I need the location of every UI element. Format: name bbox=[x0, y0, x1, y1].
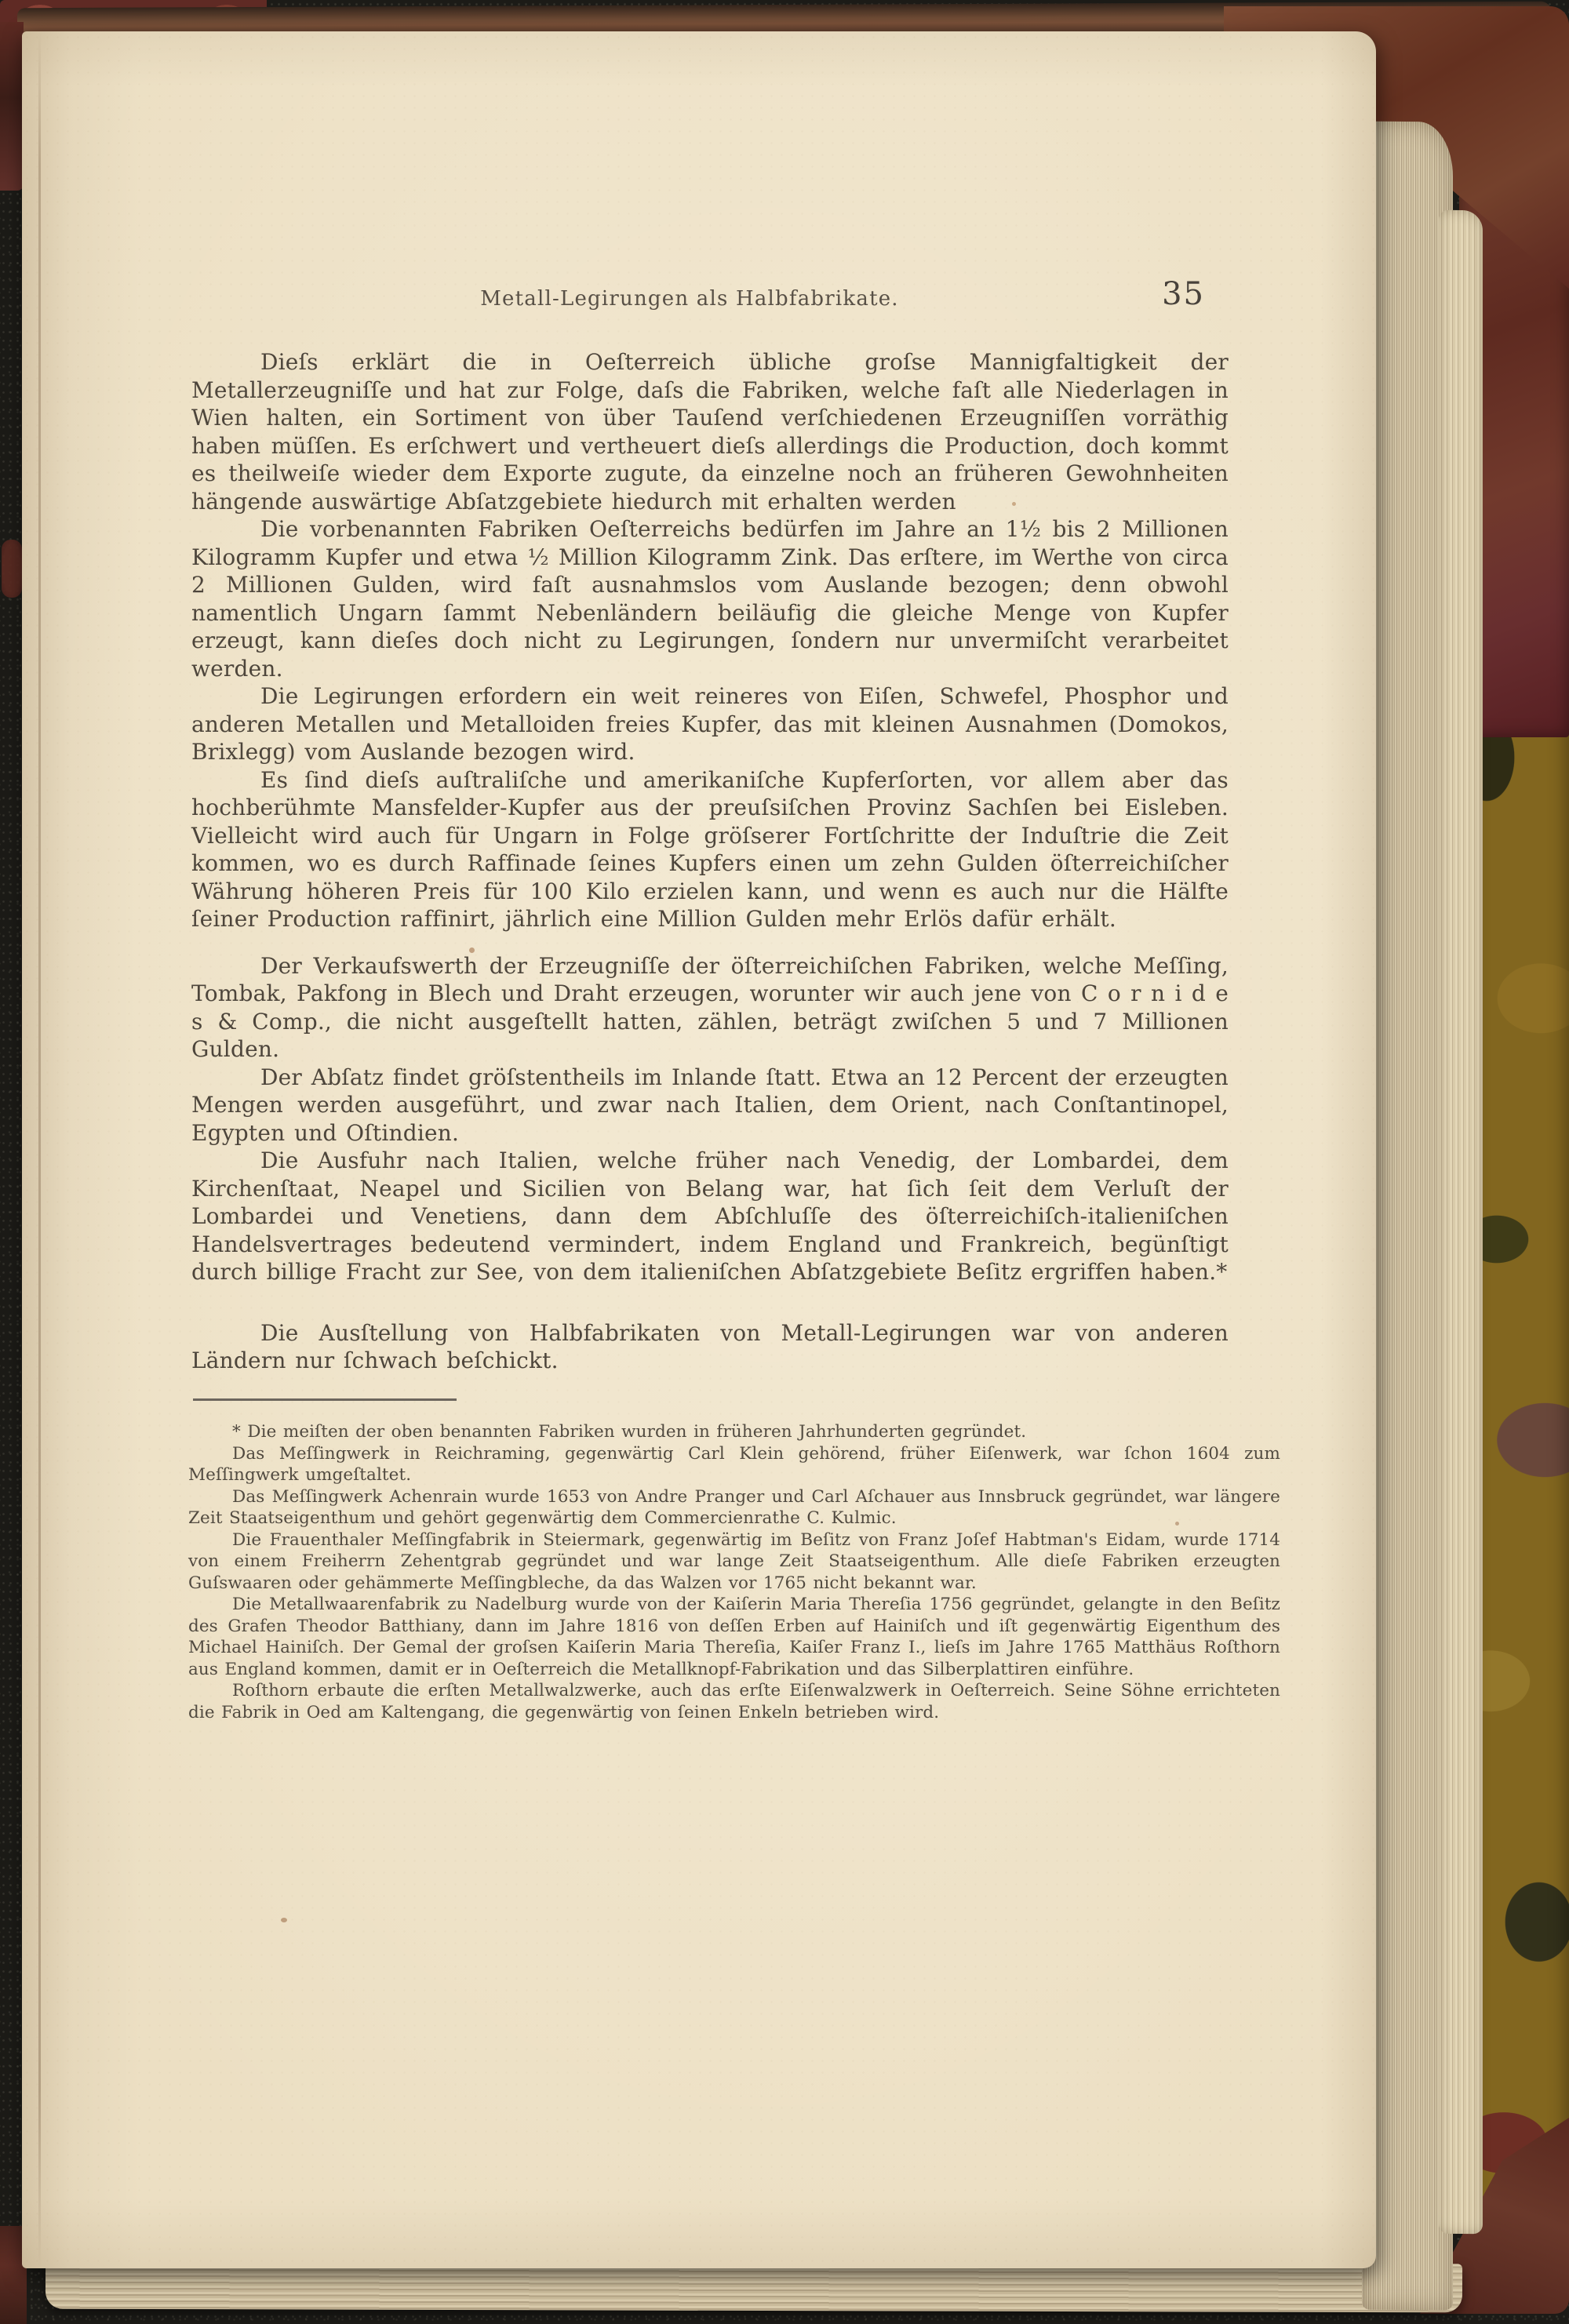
text-block bbox=[188, 276, 1280, 1723]
paragraph: Der Verkaufswerth der Erzeugniſſe der öſterreichiſchen Fabriken, welche Meſſing, Tombak, Pakfong in Blech und Draht erzeugen, worunter wir auch jene von C o r n i d e s & Comp., die nicht ausgeſtellt hatten, zählen, beträgt zwiſchen 5 und 7 Millionen Gulden. bbox=[191, 952, 1229, 1062]
page-edges-fore-edge-outer bbox=[1439, 210, 1483, 2234]
paragraph: Die Ausfuhr nach Italien, welche früher nach Venedig, der Lombardei, dem Kirchenſtaat, Neapel und Sicilien von Belang war, hat ſich ſeit dem Verluſt der Lombardei und Venetiens, dann dem Abſchluſſe des öſterreichiſch-italieniſchen Handelsvertrages bedeutend vermindert, indem England und Frankreich, begünſtigt durch billige Fracht zur See, von dem italieniſchen Abſatzgebiete Beſitz ergriffen haben.* bbox=[191, 1147, 1229, 1285]
paper-speck bbox=[281, 1918, 287, 1922]
footnote: Das Meſſingwerk Achenrain wurde 1653 von Andre Pranger und Carl Aſchauer aus Innsbruck gegründet, war längere Zeit Staatseigenthum und gehört gegenwärtig dem Commercienrathe C. Kulmic. bbox=[188, 1486, 1280, 1528]
book-cover-left-mark bbox=[2, 540, 22, 598]
page-number: 35 bbox=[1162, 276, 1205, 312]
page-gutter-crease bbox=[38, 31, 41, 2268]
paragraph: Die Legirungen erfordern ein weit reineres von Eiſen, Schwefel, Phosphor und anderen Metallen und Metalloiden freies Kupfer, das mit kleinen Ausnahmen (Domokos, Brixlegg) vom Auslande bezogen wird. bbox=[191, 683, 1229, 765]
paragraph: Die Ausſtellung von Halbfabrikaten von Metall-Legirungen war von anderen Ländern nur ſchwach beſchickt. bbox=[191, 1319, 1229, 1373]
body-text bbox=[191, 348, 1229, 1375]
book-cover-left-sliver-top bbox=[0, 22, 24, 191]
paragraph: Dieſs erklärt die in Oeſterreich übliche groſse Mannigfaltigkeit der Metallerzeugniſſe und hat zur Folge, daſs die Fabriken, welche faſt alle Niederlagen in Wien halten, ein Sortiment von über Tauſend verſchiedenen Erzeugniſſen vorräthig haben müſſen. Es erſchwert und vertheuert dieſs allerdings die Production, doch kommt es theilweiſe wieder dem Exporte zugute, da einzelne noch an früheren Gewohnheiten hängende auswärtige Abſatzgebiete hiedurch mit erhalten werden bbox=[191, 349, 1229, 515]
footnote: Roſthorn erbaute die erſten Metallwalzwerke, auch das erſte Eiſenwalzwerk in Oeſterreich. Seine Söhne errichteten die Fabrik in Oed am Kaltengang, die gegenwärtig von ſeinen Enkeln betrieben wird. bbox=[188, 1681, 1280, 1722]
footnote: Das Meſſingwerk in Reichraming, gegenwärtig Carl Klein gehörend, früher Eiſenwerk, war ſchon 1604 zum Meſſingwerk umgeſtaltet. bbox=[188, 1443, 1280, 1485]
footnote: * Die meiſten der oben benannten Fabriken wurden in früheren Jahrhunderten gegründet. bbox=[232, 1422, 1027, 1442]
paragraph: Der Abſatz findet gröſstentheils im Inlande ſtatt. Etwa an 12 Percent der erzeugten Mengen werden ausgeführt, und zwar nach Italien, dem Orient, nach Conſtantinopel, Egypten und Oſtindien. bbox=[191, 1064, 1229, 1146]
footnotes bbox=[188, 1421, 1280, 1723]
page-header bbox=[191, 276, 1229, 317]
footnote-separator-rule bbox=[193, 1398, 457, 1402]
paragraph: Es ſind dieſs auſtraliſche und amerikaniſche Kupferſorten, vor allem aber das hochberühmte Mansfelder-Kupfer aus der preuſsiſchen Provinz Sachſen bei Eisleben. Vielleicht wird auch für Ungarn in Folge gröſserer Fortſchritte der Induſtrie die Zeit kommen, wo es durch Raffinade ſeines Kupfers einen um zehn Gulden öſterreichiſcher Währung höheren Preis für 100 Kilo erzielen kann, und wenn es auch nur die Hälfte ſeiner Production raffinirt, jährlich eine Million Gulden mehr Erlös dafür erhält. bbox=[191, 766, 1229, 932]
running-title: Metall-Legirungen als Halbfabrikate. bbox=[480, 287, 899, 311]
paragraph: Die vorbenannten Fabriken Oeſterreichs bedürfen im Jahre an 1½ bis 2 Millionen Kilogramm Kupfer und etwa ½ Million Kilogramm Zink. Das erſtere, im Werthe von circa 2 Millionen Gulden, wird faſt ausnahmslos vom Auslande bezogen; denn obwohl namentlich Ungarn ſammt Nebenländern beiläufig die gleiche Menge von Kupfer erzeugt, kann dieſes doch nicht zu Legirungen, ſondern nur unvermiſcht verarbeitet werden. bbox=[191, 516, 1229, 682]
footnote: Die Frauenthaler Meſſingfabrik in Steiermark, gegenwärtig im Beſitz von Franz Joſef Habtman's Eidam, wurde 1714 von einem Freiherrn Zehentgrab gegründet und war lange Zeit Staatseigenthum. Alle dieſe Fabriken erzeugten Guſswaaren oder gehämmerte Meſſingbleche, da das Walzen vor 1765 nicht bekannt war. bbox=[188, 1529, 1280, 1593]
footnote: Die Metallwaarenfabrik zu Nadelburg wurde von der Kaiſerin Maria Thereſia 1756 gegründet, gelangte in den Beſitz des Grafen Theodor Batthiany, dann im Jahre 1816 von deſſen Erben auf Hainiſch und iſt gegenwärtig Eigenthum des Michael Hainiſch. Der Gemal der groſsen Kaiſerin Maria Thereſia, Kaiſer Franz I., lieſs im Jahre 1765 Matthäus Roſthorn aus England kommen, damit er in Oeſterreich die Metallknopf-Fabrikation und das Silberplattiren einführe. bbox=[188, 1595, 1280, 1679]
book-page bbox=[22, 31, 1376, 2268]
